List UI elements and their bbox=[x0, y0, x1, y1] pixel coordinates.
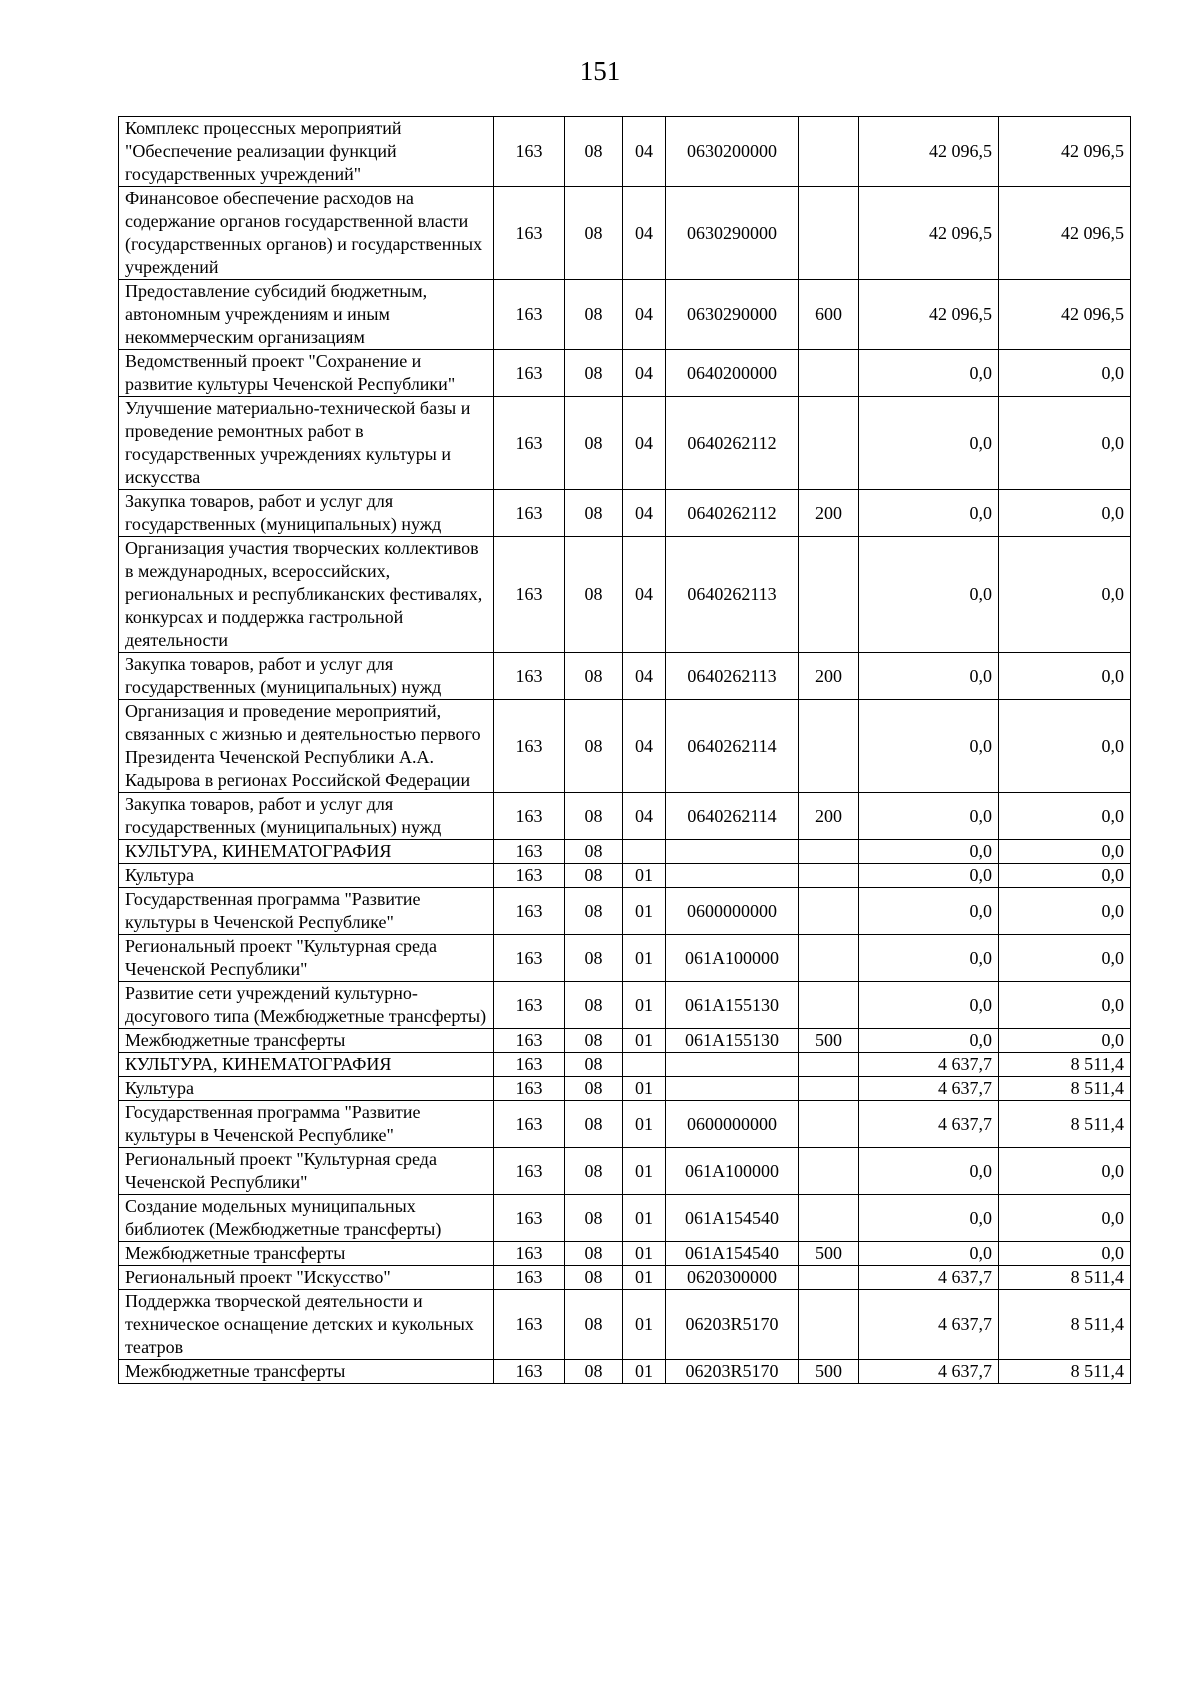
row-name-cell: Межбюджетные трансферты bbox=[119, 1029, 494, 1053]
row-name-cell: Государственная программа "Развитие культуры в Чеченской Республике" bbox=[119, 888, 494, 935]
ministry-code-cell: 163 bbox=[494, 350, 565, 397]
row-name-cell: Развитие сети учреждений культурно-досугового типа (Межбюджетные трансферты) bbox=[119, 982, 494, 1029]
expense-type-cell bbox=[799, 1290, 859, 1360]
section-code-cell: 08 bbox=[565, 1266, 623, 1290]
target-article-cell: 06203R5170 bbox=[666, 1360, 799, 1384]
section-code-cell: 08 bbox=[565, 117, 623, 187]
ministry-code-cell: 163 bbox=[494, 1077, 565, 1101]
subsection-code-cell: 01 bbox=[623, 1077, 666, 1101]
amount-year-2-cell: 0,0 bbox=[999, 840, 1131, 864]
section-code-cell: 08 bbox=[565, 653, 623, 700]
target-article-cell: 0630290000 bbox=[666, 280, 799, 350]
ministry-code-cell: 163 bbox=[494, 1290, 565, 1360]
table-row bbox=[119, 1266, 1131, 1290]
row-name-cell: Региональный проект "Культурная среда Чеченской Республики" bbox=[119, 935, 494, 982]
section-code-cell: 08 bbox=[565, 187, 623, 280]
row-name-cell: Культура bbox=[119, 864, 494, 888]
target-article-cell: 061А100000 bbox=[666, 935, 799, 982]
expense-type-cell bbox=[799, 935, 859, 982]
section-code-cell: 08 bbox=[565, 888, 623, 935]
section-code-cell: 08 bbox=[565, 1101, 623, 1148]
amount-year-2-cell: 0,0 bbox=[999, 888, 1131, 935]
subsection-code-cell: 04 bbox=[623, 187, 666, 280]
amount-year-2-cell: 8 511,4 bbox=[999, 1266, 1131, 1290]
ministry-code-cell: 163 bbox=[494, 1101, 565, 1148]
amount-year-1-cell: 0,0 bbox=[859, 935, 999, 982]
ministry-code-cell: 163 bbox=[494, 840, 565, 864]
ministry-code-cell: 163 bbox=[494, 1148, 565, 1195]
row-name-cell: КУЛЬТУРА, КИНЕМАТОГРАФИЯ bbox=[119, 840, 494, 864]
amount-year-2-cell: 0,0 bbox=[999, 982, 1131, 1029]
expense-type-cell bbox=[799, 350, 859, 397]
subsection-code-cell: 04 bbox=[623, 280, 666, 350]
row-name-cell: Ведомственный проект "Сохранение и развитие культуры Чеченской Республики" bbox=[119, 350, 494, 397]
amount-year-2-cell: 0,0 bbox=[999, 793, 1131, 840]
table-row bbox=[119, 700, 1131, 793]
budget-table bbox=[118, 116, 1131, 1384]
target-article-cell: 061А154540 bbox=[666, 1195, 799, 1242]
row-name-cell: Государственная программа "Развитие культуры в Чеченской Республике" bbox=[119, 1101, 494, 1148]
ministry-code-cell: 163 bbox=[494, 1242, 565, 1266]
section-code-cell: 08 bbox=[565, 1242, 623, 1266]
row-name-cell: Межбюджетные трансферты bbox=[119, 1360, 494, 1384]
ministry-code-cell: 163 bbox=[494, 117, 565, 187]
subsection-code-cell: 04 bbox=[623, 397, 666, 490]
amount-year-1-cell: 0,0 bbox=[859, 1029, 999, 1053]
amount-year-1-cell: 0,0 bbox=[859, 888, 999, 935]
section-code-cell: 08 bbox=[565, 397, 623, 490]
expense-type-cell bbox=[799, 840, 859, 864]
table-row bbox=[119, 1029, 1131, 1053]
ministry-code-cell: 163 bbox=[494, 793, 565, 840]
table-row bbox=[119, 1101, 1131, 1148]
subsection-code-cell: 04 bbox=[623, 490, 666, 537]
table-row bbox=[119, 1148, 1131, 1195]
ministry-code-cell: 163 bbox=[494, 397, 565, 490]
amount-year-2-cell: 8 511,4 bbox=[999, 1053, 1131, 1077]
amount-year-1-cell: 4 637,7 bbox=[859, 1360, 999, 1384]
amount-year-2-cell: 0,0 bbox=[999, 397, 1131, 490]
amount-year-1-cell: 0,0 bbox=[859, 537, 999, 653]
amount-year-1-cell: 4 637,7 bbox=[859, 1101, 999, 1148]
target-article-cell bbox=[666, 1053, 799, 1077]
page-number: 151 bbox=[579, 56, 621, 86]
table-row bbox=[119, 982, 1131, 1029]
table-row bbox=[119, 350, 1131, 397]
amount-year-1-cell: 0,0 bbox=[859, 1242, 999, 1266]
subsection-code-cell: 01 bbox=[623, 1290, 666, 1360]
section-code-cell: 08 bbox=[565, 537, 623, 653]
amount-year-1-cell: 4 637,7 bbox=[859, 1077, 999, 1101]
amount-year-2-cell: 0,0 bbox=[999, 350, 1131, 397]
target-article-cell: 061А154540 bbox=[666, 1242, 799, 1266]
expense-type-cell bbox=[799, 397, 859, 490]
target-article-cell: 0640262113 bbox=[666, 653, 799, 700]
table-row bbox=[119, 653, 1131, 700]
expense-type-cell bbox=[799, 1266, 859, 1290]
ministry-code-cell: 163 bbox=[494, 1195, 565, 1242]
subsection-code-cell: 01 bbox=[623, 1101, 666, 1148]
ministry-code-cell: 163 bbox=[494, 864, 565, 888]
amount-year-2-cell: 0,0 bbox=[999, 653, 1131, 700]
table-row bbox=[119, 935, 1131, 982]
expense-type-cell bbox=[799, 117, 859, 187]
section-code-cell: 08 bbox=[565, 490, 623, 537]
amount-year-2-cell: 0,0 bbox=[999, 700, 1131, 793]
target-article-cell: 0620300000 bbox=[666, 1266, 799, 1290]
row-name-cell: Организация участия творческих коллективов в международных, всероссийских, региональных и республиканских фестивалях, конкурсах и поддержка гастрольной деятельности bbox=[119, 537, 494, 653]
target-article-cell: 061А155130 bbox=[666, 1029, 799, 1053]
subsection-code-cell: 01 bbox=[623, 1360, 666, 1384]
amount-year-1-cell: 4 637,7 bbox=[859, 1053, 999, 1077]
target-article-cell: 0640262112 bbox=[666, 397, 799, 490]
expense-type-cell bbox=[799, 537, 859, 653]
amount-year-1-cell: 0,0 bbox=[859, 653, 999, 700]
ministry-code-cell: 163 bbox=[494, 1266, 565, 1290]
amount-year-2-cell: 8 511,4 bbox=[999, 1360, 1131, 1384]
ministry-code-cell: 163 bbox=[494, 280, 565, 350]
table-row bbox=[119, 1242, 1131, 1266]
row-name-cell: Межбюджетные трансферты bbox=[119, 1242, 494, 1266]
section-code-cell: 08 bbox=[565, 793, 623, 840]
ministry-code-cell: 163 bbox=[494, 700, 565, 793]
ministry-code-cell: 163 bbox=[494, 982, 565, 1029]
table-row bbox=[119, 1053, 1131, 1077]
target-article-cell bbox=[666, 840, 799, 864]
target-article-cell: 0600000000 bbox=[666, 1101, 799, 1148]
subsection-code-cell: 01 bbox=[623, 1195, 666, 1242]
amount-year-1-cell: 0,0 bbox=[859, 350, 999, 397]
target-article-cell: 0640262112 bbox=[666, 490, 799, 537]
table-row bbox=[119, 1077, 1131, 1101]
target-article-cell: 0600000000 bbox=[666, 888, 799, 935]
row-name-cell: Предоставление субсидий бюджетным, автономным учреждениям и иным некоммерческим организациям bbox=[119, 280, 494, 350]
ministry-code-cell: 163 bbox=[494, 187, 565, 280]
section-code-cell: 08 bbox=[565, 280, 623, 350]
amount-year-2-cell: 42 096,5 bbox=[999, 187, 1131, 280]
amount-year-2-cell: 8 511,4 bbox=[999, 1101, 1131, 1148]
ministry-code-cell: 163 bbox=[494, 888, 565, 935]
amount-year-2-cell: 0,0 bbox=[999, 864, 1131, 888]
amount-year-1-cell: 4 637,7 bbox=[859, 1290, 999, 1360]
table-row bbox=[119, 280, 1131, 350]
subsection-code-cell bbox=[623, 1053, 666, 1077]
row-name-cell: Закупка товаров, работ и услуг для государственных (муниципальных) нужд bbox=[119, 793, 494, 840]
amount-year-2-cell: 0,0 bbox=[999, 1148, 1131, 1195]
subsection-code-cell: 04 bbox=[623, 350, 666, 397]
amount-year-1-cell: 0,0 bbox=[859, 793, 999, 840]
subsection-code-cell: 01 bbox=[623, 1242, 666, 1266]
amount-year-2-cell: 0,0 bbox=[999, 537, 1131, 653]
ministry-code-cell: 163 bbox=[494, 1360, 565, 1384]
section-code-cell: 08 bbox=[565, 840, 623, 864]
ministry-code-cell: 163 bbox=[494, 537, 565, 653]
amount-year-1-cell: 0,0 bbox=[859, 840, 999, 864]
expense-type-cell bbox=[799, 982, 859, 1029]
subsection-code-cell: 04 bbox=[623, 653, 666, 700]
expense-type-cell: 200 bbox=[799, 653, 859, 700]
amount-year-1-cell: 0,0 bbox=[859, 864, 999, 888]
amount-year-2-cell: 0,0 bbox=[999, 490, 1131, 537]
amount-year-1-cell: 42 096,5 bbox=[859, 280, 999, 350]
target-article-cell bbox=[666, 864, 799, 888]
row-name-cell: Финансовое обеспечение расходов на содержание органов государственной власти (государственных органов) и государственных учреждений bbox=[119, 187, 494, 280]
subsection-code-cell bbox=[623, 840, 666, 864]
expense-type-cell bbox=[799, 1195, 859, 1242]
expense-type-cell bbox=[799, 1053, 859, 1077]
target-article-cell: 0640262114 bbox=[666, 700, 799, 793]
table-row bbox=[119, 117, 1131, 187]
subsection-code-cell: 01 bbox=[623, 1266, 666, 1290]
row-name-cell: Организация и проведение мероприятий, связанных с жизнью и деятельностью первого Президента Чеченской Республики А.А. Кадырова в регионах Российской Федерации bbox=[119, 700, 494, 793]
target-article-cell: 061А155130 bbox=[666, 982, 799, 1029]
row-name-cell: КУЛЬТУРА, КИНЕМАТОГРАФИЯ bbox=[119, 1053, 494, 1077]
expense-type-cell bbox=[799, 1101, 859, 1148]
section-code-cell: 08 bbox=[565, 700, 623, 793]
expense-type-cell: 500 bbox=[799, 1242, 859, 1266]
target-article-cell bbox=[666, 1077, 799, 1101]
amount-year-1-cell: 0,0 bbox=[859, 982, 999, 1029]
subsection-code-cell: 01 bbox=[623, 982, 666, 1029]
section-code-cell: 08 bbox=[565, 1148, 623, 1195]
expense-type-cell: 200 bbox=[799, 793, 859, 840]
subsection-code-cell: 01 bbox=[623, 864, 666, 888]
amount-year-2-cell: 0,0 bbox=[999, 1242, 1131, 1266]
table-row bbox=[119, 1360, 1131, 1384]
section-code-cell: 08 bbox=[565, 935, 623, 982]
amount-year-2-cell: 0,0 bbox=[999, 935, 1131, 982]
target-article-cell: 0640262113 bbox=[666, 537, 799, 653]
subsection-code-cell: 01 bbox=[623, 1029, 666, 1053]
target-article-cell: 0630290000 bbox=[666, 187, 799, 280]
section-code-cell: 08 bbox=[565, 350, 623, 397]
row-name-cell: Комплекс процессных мероприятий "Обеспечение реализации функций государственных учреждений" bbox=[119, 117, 494, 187]
subsection-code-cell: 04 bbox=[623, 117, 666, 187]
table-row bbox=[119, 537, 1131, 653]
table-row bbox=[119, 888, 1131, 935]
target-article-cell: 0640200000 bbox=[666, 350, 799, 397]
table-row bbox=[119, 1290, 1131, 1360]
amount-year-1-cell: 4 637,7 bbox=[859, 1266, 999, 1290]
table-row bbox=[119, 397, 1131, 490]
amount-year-2-cell: 42 096,5 bbox=[999, 117, 1131, 187]
amount-year-1-cell: 42 096,5 bbox=[859, 117, 999, 187]
ministry-code-cell: 163 bbox=[494, 653, 565, 700]
target-article-cell: 0630200000 bbox=[666, 117, 799, 187]
amount-year-2-cell: 0,0 bbox=[999, 1195, 1131, 1242]
amount-year-1-cell: 0,0 bbox=[859, 490, 999, 537]
subsection-code-cell: 01 bbox=[623, 1148, 666, 1195]
ministry-code-cell: 163 bbox=[494, 490, 565, 537]
expense-type-cell: 600 bbox=[799, 280, 859, 350]
ministry-code-cell: 163 bbox=[494, 1029, 565, 1053]
section-code-cell: 08 bbox=[565, 1290, 623, 1360]
ministry-code-cell: 163 bbox=[494, 935, 565, 982]
amount-year-1-cell: 42 096,5 bbox=[859, 187, 999, 280]
table-row bbox=[119, 793, 1131, 840]
expense-type-cell bbox=[799, 1148, 859, 1195]
subsection-code-cell: 01 bbox=[623, 888, 666, 935]
row-name-cell: Создание модельных муниципальных библиотек (Межбюджетные трансферты) bbox=[119, 1195, 494, 1242]
row-name-cell: Культура bbox=[119, 1077, 494, 1101]
row-name-cell: Поддержка творческой деятельности и техническое оснащение детских и кукольных театров bbox=[119, 1290, 494, 1360]
amount-year-2-cell: 42 096,5 bbox=[999, 280, 1131, 350]
expense-type-cell bbox=[799, 864, 859, 888]
section-code-cell: 08 bbox=[565, 1053, 623, 1077]
amount-year-2-cell: 0,0 bbox=[999, 1029, 1131, 1053]
subsection-code-cell: 04 bbox=[623, 793, 666, 840]
table-row bbox=[119, 840, 1131, 864]
table-row bbox=[119, 490, 1131, 537]
expense-type-cell: 500 bbox=[799, 1029, 859, 1053]
ministry-code-cell: 163 bbox=[494, 1053, 565, 1077]
section-code-cell: 08 bbox=[565, 1029, 623, 1053]
section-code-cell: 08 bbox=[565, 982, 623, 1029]
amount-year-1-cell: 0,0 bbox=[859, 397, 999, 490]
target-article-cell: 061А100000 bbox=[666, 1148, 799, 1195]
row-name-cell: Улучшение материально-технической базы и проведение ремонтных работ в государственных учреждениях культуры и искусства bbox=[119, 397, 494, 490]
expense-type-cell: 200 bbox=[799, 490, 859, 537]
section-code-cell: 08 bbox=[565, 1360, 623, 1384]
subsection-code-cell: 01 bbox=[623, 935, 666, 982]
row-name-cell: Региональный проект "Культурная среда Чеченской Республики" bbox=[119, 1148, 494, 1195]
amount-year-1-cell: 0,0 bbox=[859, 1148, 999, 1195]
amount-year-1-cell: 0,0 bbox=[859, 1195, 999, 1242]
subsection-code-cell: 04 bbox=[623, 537, 666, 653]
target-article-cell: 0640262114 bbox=[666, 793, 799, 840]
table-row bbox=[119, 187, 1131, 280]
row-name-cell: Закупка товаров, работ и услуг для государственных (муниципальных) нужд bbox=[119, 653, 494, 700]
section-code-cell: 08 bbox=[565, 1195, 623, 1242]
expense-type-cell bbox=[799, 888, 859, 935]
expense-type-cell: 500 bbox=[799, 1360, 859, 1384]
expense-type-cell bbox=[799, 187, 859, 280]
table-row bbox=[119, 864, 1131, 888]
table-body bbox=[119, 117, 1131, 1384]
row-name-cell: Закупка товаров, работ и услуг для государственных (муниципальных) нужд bbox=[119, 490, 494, 537]
amount-year-2-cell: 8 511,4 bbox=[999, 1077, 1131, 1101]
expense-type-cell bbox=[799, 700, 859, 793]
section-code-cell: 08 bbox=[565, 1077, 623, 1101]
expense-type-cell bbox=[799, 1077, 859, 1101]
table-row bbox=[119, 1195, 1131, 1242]
subsection-code-cell: 04 bbox=[623, 700, 666, 793]
section-code-cell: 08 bbox=[565, 864, 623, 888]
row-name-cell: Региональный проект "Искусство" bbox=[119, 1266, 494, 1290]
target-article-cell: 06203R5170 bbox=[666, 1290, 799, 1360]
amount-year-2-cell: 8 511,4 bbox=[999, 1290, 1131, 1360]
amount-year-1-cell: 0,0 bbox=[859, 700, 999, 793]
